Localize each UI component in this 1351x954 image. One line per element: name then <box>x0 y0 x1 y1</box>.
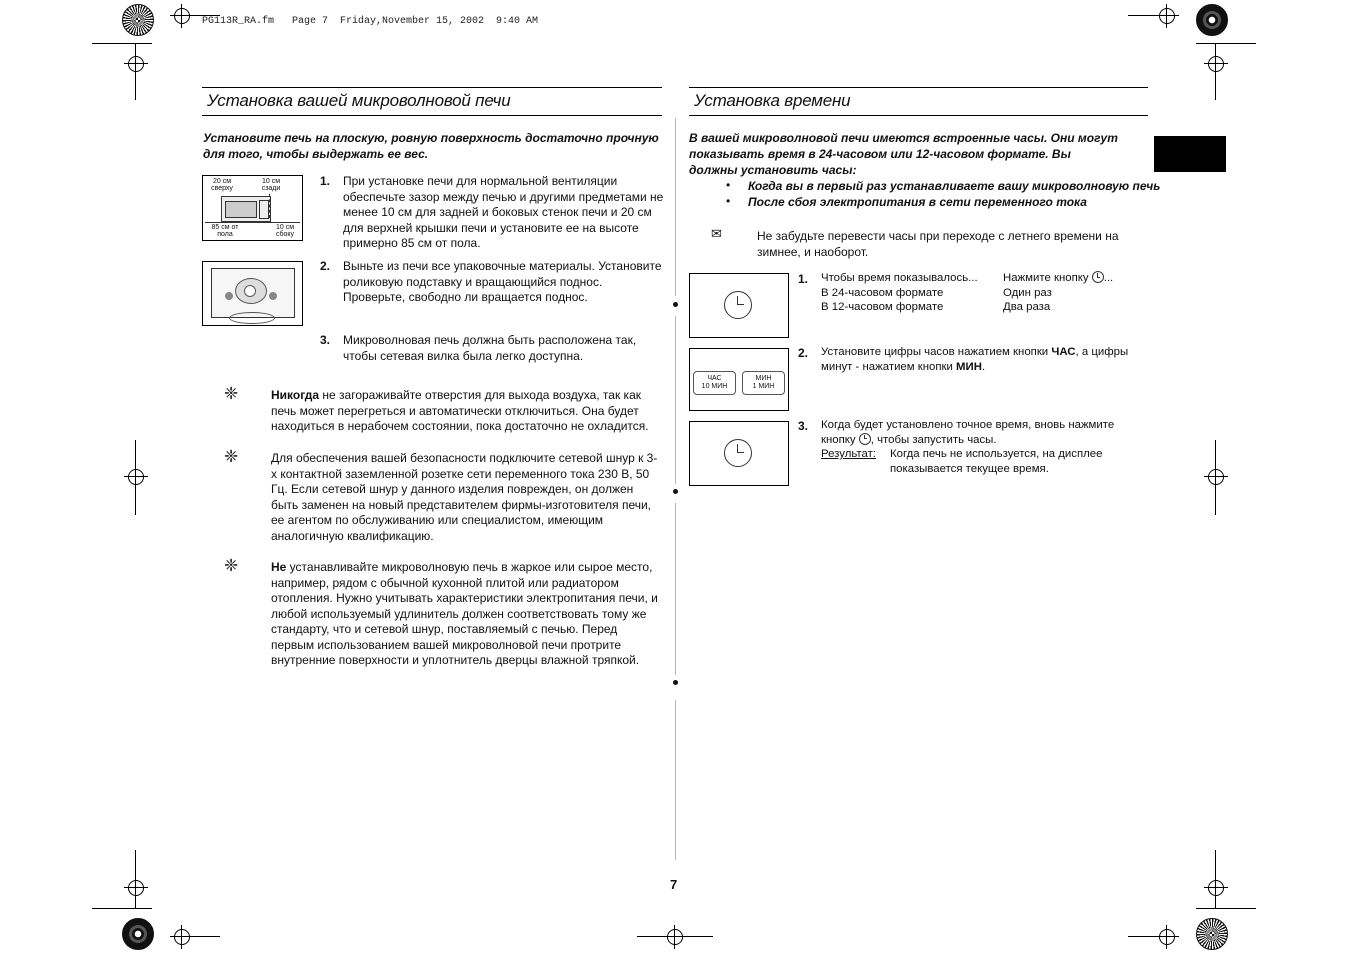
step2-minute-key: МИН <box>956 360 982 373</box>
title-rule-top <box>689 87 1148 88</box>
crop-mark <box>1196 908 1256 909</box>
crop-mark <box>1128 15 1158 16</box>
column-divider <box>675 700 676 860</box>
step2-text-post: . <box>981 360 986 373</box>
result-label: Результат: <box>821 448 876 460</box>
crosshair-icon <box>667 929 683 945</box>
warning-3-text: устанавливайте микроволновую печь в жаркое или сырое место, например, рядом с обычной кухонной плитой или радиатором отопления. Нужно учитывать характеристики электропитания печи, и любой используемый удлинитель должен соответствовать тому же стандарту, что и сетевой шнур, поставляемый с печью. Перед первым использованием вашей микроволновой печи протрите внутренние поверхности и уплотнитель дверцы влажной тряпкой. <box>271 560 658 667</box>
title-rule-top <box>202 87 662 88</box>
right-step-1-number: 1. <box>798 272 809 286</box>
step2-hour-key: ЧАС <box>1051 346 1076 358</box>
display-clock-illustration <box>689 421 789 486</box>
step2-text-pre: Установите цифры часов нажатием кнопки <box>821 346 1052 358</box>
clock-button-icon <box>1092 271 1104 283</box>
crosshair-icon <box>128 56 144 72</box>
minute-button[interactable] <box>742 371 785 395</box>
turntable-illustration <box>202 261 303 326</box>
crosshair-icon <box>1208 469 1224 485</box>
step1-col2-row2: Два раза <box>1003 301 1051 313</box>
warning-2 <box>271 451 663 544</box>
column-divider <box>675 316 676 484</box>
warning-1-text: не загораживайте отверстия для выхода воздуха, так как печь может перегреться и автоматически отключиться. Она будет находиться в нерабочем состоянии, пока достаточно не охладится. <box>271 388 649 433</box>
step3-line2-pre: кнопку <box>821 433 859 446</box>
crosshair-icon <box>174 8 190 24</box>
left-title: Установка вашей микроволновой печи <box>207 91 511 110</box>
left-step-2-number: 2. <box>320 259 331 273</box>
left-step-1-number: 1. <box>320 174 331 188</box>
crop-mark <box>1196 43 1256 44</box>
clearance-floor-label: 85 см от пола <box>211 224 239 238</box>
crop-mark <box>1215 44 1216 100</box>
file-header: PG113R_RA.fm Page 7 Friday,November 15, 2002 9:40 AM <box>202 16 539 27</box>
column-divider <box>675 118 676 296</box>
page-number: 7 <box>670 877 678 892</box>
title-rule-bottom <box>202 115 662 116</box>
clock-button-icon <box>859 433 871 445</box>
step3-line1: Когда будет установлено точное время, вновь нажмите <box>821 419 1115 431</box>
clock-icon <box>724 439 752 467</box>
crosshair-icon <box>1208 56 1224 72</box>
step1-col2-suffix: ... <box>1103 272 1114 284</box>
right-step-2-number: 2. <box>798 346 809 360</box>
crop-mark <box>135 44 136 100</box>
divider-dot <box>673 302 678 307</box>
minute-button-sublabel: 1 МИН <box>752 383 775 390</box>
warning-3-emphasis: Не <box>271 560 287 574</box>
crosshair-icon <box>128 469 144 485</box>
divider-dot <box>673 489 678 494</box>
warning-2-text: Для обеспечения вашей безопасности подключите сетевой шнур к 3-х контактной заземленной розетке сети переменного тока 230 В, 50 Гц. Если сетевой шнур у данного изделия поврежден, он должен быть заменен на новый представителем фирмы-изготовителя печи, ее агентом по обслуживанию или специалистом, имеющим аналогичную квалификацию. <box>271 451 658 543</box>
crop-mark <box>135 440 136 515</box>
crosshair-icon <box>1159 8 1175 24</box>
left-step-2-text: Выньте из печи все упаковочные материалы. Установите роликовую подставку и вращающийся поднос. Проверьте, свободно ли вращается поднос. <box>343 259 662 304</box>
step1-col2-row1: Один раз <box>1003 286 1052 299</box>
crosshair-icon <box>128 880 144 896</box>
crop-mark <box>637 936 713 937</box>
step1-col1-row1: В 24-часовом формате <box>821 286 944 299</box>
warning-1-emphasis: Никогда <box>271 388 320 402</box>
buttons-illustration <box>689 348 789 411</box>
clearance-illustration <box>202 175 303 241</box>
crop-mark <box>1215 440 1216 515</box>
crosshair-icon <box>174 929 190 945</box>
right-intro: В вашей микроволновой печи имеются встроенные часы. Они могут показывать время в 24-часовом или 12-часовом формате. Вы должны установить часы: <box>689 131 1118 177</box>
bullet-2: После сбоя электропитания в сети переменного тока <box>748 195 1087 209</box>
oven-drawing <box>221 196 271 222</box>
step3-line2-post: , чтобы запустить часы. <box>870 433 997 446</box>
clearance-side-label: 10 см сбоку <box>275 224 295 238</box>
result-text: Когда печь не используется, на дисплее показывается текущее время. <box>890 448 1103 475</box>
registration-rosette-icon <box>122 4 154 36</box>
warning-icon: ❈ <box>224 447 239 466</box>
step1-col1-header: Чтобы время показывалось... <box>821 272 978 284</box>
warning-icon: ❈ <box>224 556 239 575</box>
right-step-3-number: 3. <box>798 419 809 433</box>
hour-button-label: ЧАС <box>707 375 722 382</box>
bullet-dot: • <box>726 178 731 192</box>
minute-button-label: МИН <box>755 375 772 382</box>
display-clock-illustration <box>689 273 789 338</box>
warning-3 <box>271 560 663 669</box>
registration-rosette-icon <box>1196 4 1228 36</box>
crop-mark <box>1128 936 1158 937</box>
divider-dot <box>673 680 678 685</box>
crop-mark <box>1215 850 1216 908</box>
bullet-dot: • <box>726 194 731 208</box>
left-step-1-text: При установке печи для нормальной вентиляции обеспечьте зазор между печью и другими предметами не менее 10 см для задней и боковых стенок печи и 20 см для верхней крышки печи и установите ее на высоте примерно 85 см от пола. <box>343 174 664 250</box>
crosshair-icon <box>1159 929 1175 945</box>
step2-text-mid: , а цифры минут - нажатием кнопки <box>821 346 1129 373</box>
right-title: Установка времени <box>694 91 851 110</box>
crosshair-icon <box>1208 880 1224 896</box>
step1-col2 <box>1003 271 1143 315</box>
left-step-3-text: Микроволновая печь должна быть расположена так, чтобы сетевая вилка была легко доступна. <box>343 333 637 363</box>
step1-col1-row2: В 12-часовом формате <box>821 301 944 313</box>
clock-icon <box>724 291 752 319</box>
crop-mark <box>135 850 136 908</box>
left-step-3-number: 3. <box>320 333 331 347</box>
clearance-top-label: 20 см сверху <box>211 178 233 192</box>
title-rule-bottom <box>689 115 1148 116</box>
hour-button-sublabel: 10 МИН <box>701 383 728 390</box>
crop-mark <box>190 936 220 937</box>
bullet-1: Когда вы в первый раз устанавливаете вашу микроволновую печь <box>748 179 1161 193</box>
crop-mark <box>92 43 152 44</box>
right-step-2-text <box>821 345 1141 374</box>
warning-icon: ❈ <box>224 384 239 403</box>
column-divider <box>675 503 676 675</box>
note-text: Не забудьте перевести часы при переходе с летнего времени на зимнее, и наоборот. <box>757 229 1119 259</box>
step1-col2-header: Нажмите кнопку <box>1003 272 1089 284</box>
step1-col1 <box>821 271 996 315</box>
note-icon: ✉ <box>711 226 722 241</box>
registration-rosette-icon <box>1196 918 1228 950</box>
crop-mark <box>92 908 152 909</box>
hour-button[interactable] <box>693 371 736 395</box>
right-step-3-text <box>821 418 1141 447</box>
warning-1 <box>271 388 663 435</box>
section-tab <box>1154 136 1226 172</box>
clearance-back-label: 10 см сзади <box>261 178 281 192</box>
left-intro: Установите печь на плоскую, ровную поверхность достаточно прочную для того, чтобы выдержать ее вес. <box>203 131 659 161</box>
registration-rosette-icon <box>122 918 154 950</box>
